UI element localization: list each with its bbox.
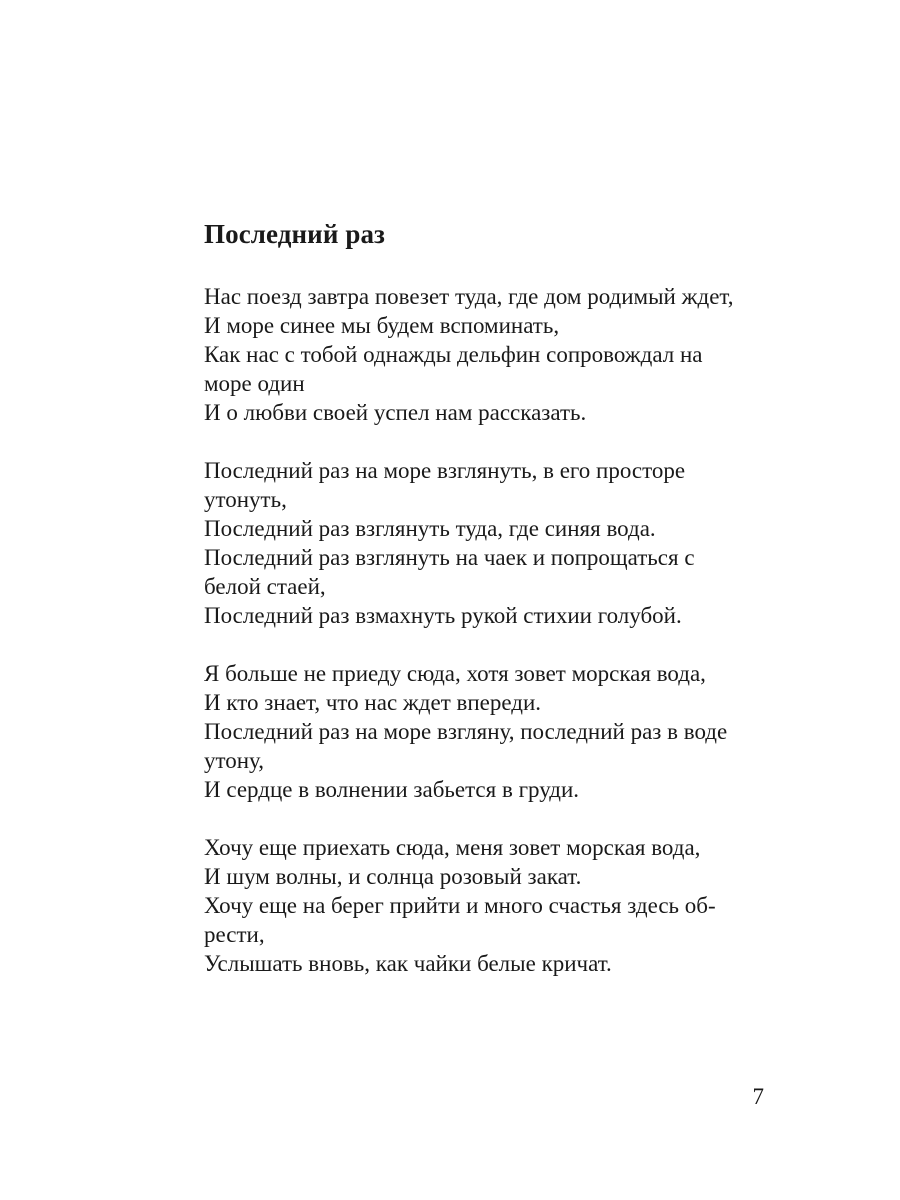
poem-line: Последний раз на море взгляну, последний раз в воде	[204, 719, 728, 744]
poem-line: Последний раз взглянуть на чаек и попрощаться с	[204, 545, 695, 570]
poem-line: Последний раз взмахнуть рукой стихии голубой.	[204, 603, 682, 628]
poem-line: белой стаей,	[204, 574, 326, 599]
poem-line: утону,	[204, 748, 265, 773]
stanza-4	[204, 833, 804, 978]
stanza-3	[204, 659, 804, 804]
poem-line: Нас поезд завтра повезет туда, где дом родимый ждет,	[204, 284, 734, 309]
poem-line: Как нас с тобой однажды дельфин сопровождал на	[204, 342, 703, 367]
poem-title: Последний раз	[204, 219, 386, 249]
poem-line: утонуть,	[204, 487, 287, 512]
stanza-2	[204, 456, 804, 630]
poem-line: И море синее мы будем вспоминать,	[204, 313, 560, 338]
poem-line: Последний раз на море взглянуть, в его просторе	[204, 458, 686, 483]
page-number: 7	[752, 1084, 764, 1109]
poem-line: Хочу еще приехать сюда, меня зовет морская вода,	[204, 835, 701, 860]
poem-line: И о любви своей успел нам рассказать.	[204, 400, 587, 425]
poem-line: И кто знает, что нас ждет впереди.	[204, 690, 542, 715]
poem-line: море один	[204, 371, 305, 396]
stanza-1	[204, 282, 804, 427]
poem-line: И сердце в волнении забьется в груди.	[204, 777, 580, 802]
poem-line: Последний раз взглянуть туда, где синяя вода.	[204, 516, 656, 541]
poem-line: Услышать вновь, как чайки белые кричат.	[204, 951, 612, 976]
poem-line: Я больше не приеду сюда, хотя зовет морская вода,	[204, 661, 706, 686]
poem-line: И шум волны, и солнца розовый закат.	[204, 864, 582, 889]
poem-line: Хочу еще на берег прийти и много счастья здесь об-	[204, 893, 716, 918]
poem-line: рести,	[204, 922, 265, 947]
poem-body	[204, 282, 804, 1007]
